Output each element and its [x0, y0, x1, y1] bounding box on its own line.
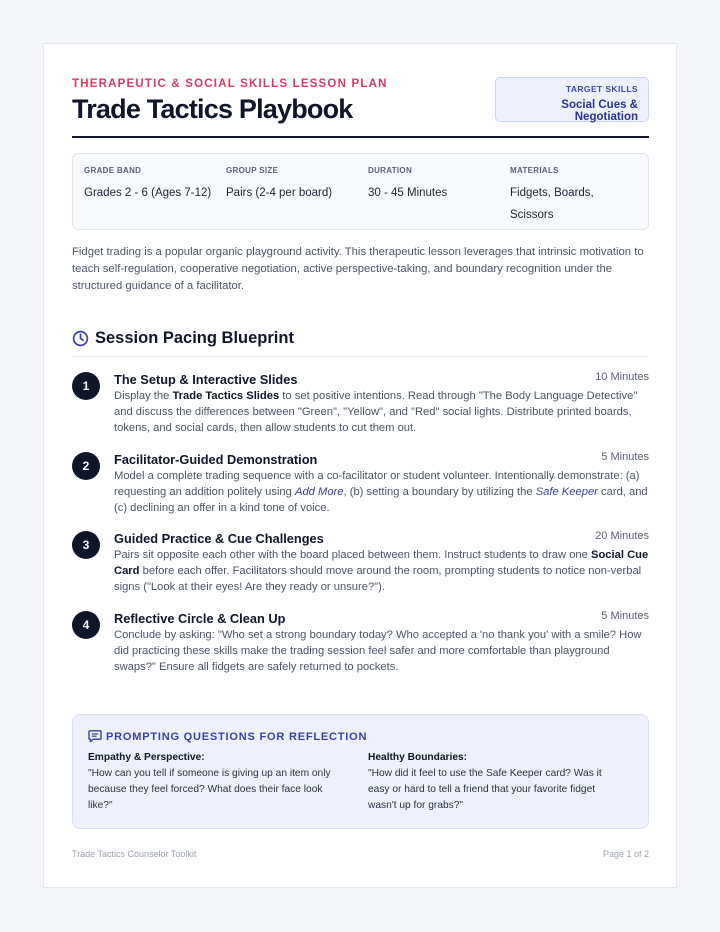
target-skills-label: TARGET SKILLS	[565, 84, 638, 94]
document-kicker: THERAPEUTIC & SOCIAL SKILLS LESSON PLAN	[72, 78, 388, 90]
meta-value: Pairs (2-4 per board)	[226, 187, 333, 199]
intro-paragraph: Fidget trading is a popular organic playground activity. This therapeutic lesson leverages that intrinsic motivation to teach self-regulation, cooperative negotiation, active perspective-taking, and boundary recognition under the structured guidance of a facilitator.	[72, 246, 644, 292]
title-divider	[72, 136, 649, 138]
reflection-column-title: Empathy & Perspective:	[88, 752, 205, 763]
footer-page-number: Page 1 of 2	[602, 849, 649, 859]
reflection-column-boundaries	[368, 752, 620, 814]
meta-label: GRADE BAND	[84, 166, 142, 175]
text-run: , (b) setting a boundary by utilizing the	[343, 486, 536, 498]
step-number: 1	[72, 372, 100, 400]
step-title: The Setup & Interactive Slides	[114, 372, 298, 387]
step-description	[114, 627, 652, 675]
emphasis-italic: Safe Keeper	[535, 486, 598, 498]
step-duration: 10 Minutes	[595, 371, 649, 383]
step-duration: 5 Minutes	[601, 451, 649, 463]
section-header	[72, 328, 649, 357]
reflection-heading	[88, 729, 367, 743]
clock-icon	[72, 330, 89, 352]
step-description	[114, 388, 652, 436]
step-title: Guided Practice & Cue Challenges	[114, 531, 324, 546]
reflection-column-empathy	[88, 752, 340, 814]
step-number: 3	[72, 531, 100, 559]
meta-duration	[368, 166, 503, 204]
text-run: to set positive intentions. Read through "The Body Language Detective" and discuss the differences between "Green", "Yellow", and "Red" social lights. Distribute printed boards, tokens, and social cards, then allow students to cut them out.	[114, 390, 638, 434]
lesson-plan-page	[43, 43, 677, 888]
step-duration: 20 Minutes	[595, 530, 649, 542]
step-title: Facilitator-Guided Demonstration	[114, 452, 318, 467]
meta-value: Grades 2 - 6 (Ages 7-12)	[84, 187, 212, 199]
step-title: Reflective Circle & Clean Up	[114, 611, 286, 626]
meta-label: DURATION	[368, 166, 413, 175]
step-duration: 5 Minutes	[601, 610, 649, 622]
document-title: Trade Tactics Playbook	[72, 94, 353, 124]
lesson-meta-panel	[72, 153, 649, 230]
meta-materials	[510, 166, 610, 226]
meta-group-size	[226, 166, 361, 204]
section-title: Session Pacing Blueprint	[95, 329, 294, 347]
step-description	[114, 547, 652, 595]
text-run: before each offer. Facilitators should move around the room, prompting students to notice non-verbal signs ("Look at their eyes! Are they ready or unsure?").	[114, 565, 642, 593]
reflection-heading-text: PROMPTING QUESTIONS FOR REFLECTION	[106, 731, 368, 743]
target-skills-value: Social Cues & Negotiation	[561, 99, 638, 123]
meta-label: MATERIALS	[510, 166, 559, 175]
step-number: 4	[72, 611, 100, 639]
meta-value: Fidgets, Boards, Scissors	[510, 187, 594, 221]
meta-value: 30 - 45 Minutes	[368, 187, 448, 199]
text-run: Conclude by asking: "Who set a strong boundary today? Who accepted a 'no thank you' with a smile? How did practicing these skills make the trading session feel safer and more comfortable than playground swaps?" Ensure all fidgets are safely returned to pockets.	[114, 629, 642, 673]
reflection-column-text: "How can you tell if someone is giving up an item only because they feel forced? What does their face look like?"	[88, 768, 331, 811]
reflection-panel	[72, 714, 649, 829]
step-description	[114, 468, 652, 516]
emphasis-bold: Social Cue Card	[114, 549, 649, 577]
meta-label: GROUP SIZE	[226, 166, 279, 175]
target-skills-badge	[495, 77, 649, 122]
step-number: 2	[72, 452, 100, 480]
text-run: Pairs sit opposite each other with the board placed between them. Instruct students to draw one	[114, 549, 591, 561]
emphasis-italic: Add More	[295, 486, 344, 498]
text-run: Display the	[114, 390, 173, 402]
footer-toolkit-name: Trade Tactics Counselor Toolkit	[72, 849, 197, 859]
text-run: card, and (c) declining an offer in a kind tone of voice.	[114, 486, 648, 514]
reflection-column-text: "How did it feel to use the Safe Keeper card? Was it easy or hard to tell a friend that your favorite fidget wasn't up for grabs?"	[368, 768, 602, 811]
text-run: Model a complete trading sequence with a co-facilitator or student volunteer. Intentionally demonstrate: (a) requesting an addition politely using	[114, 470, 640, 498]
meta-grade-band	[84, 166, 219, 204]
emphasis-bold: Trade Tactics Slides	[172, 390, 280, 402]
reflection-column-title: Healthy Boundaries:	[368, 752, 468, 763]
chat-bubble-icon	[88, 731, 106, 743]
